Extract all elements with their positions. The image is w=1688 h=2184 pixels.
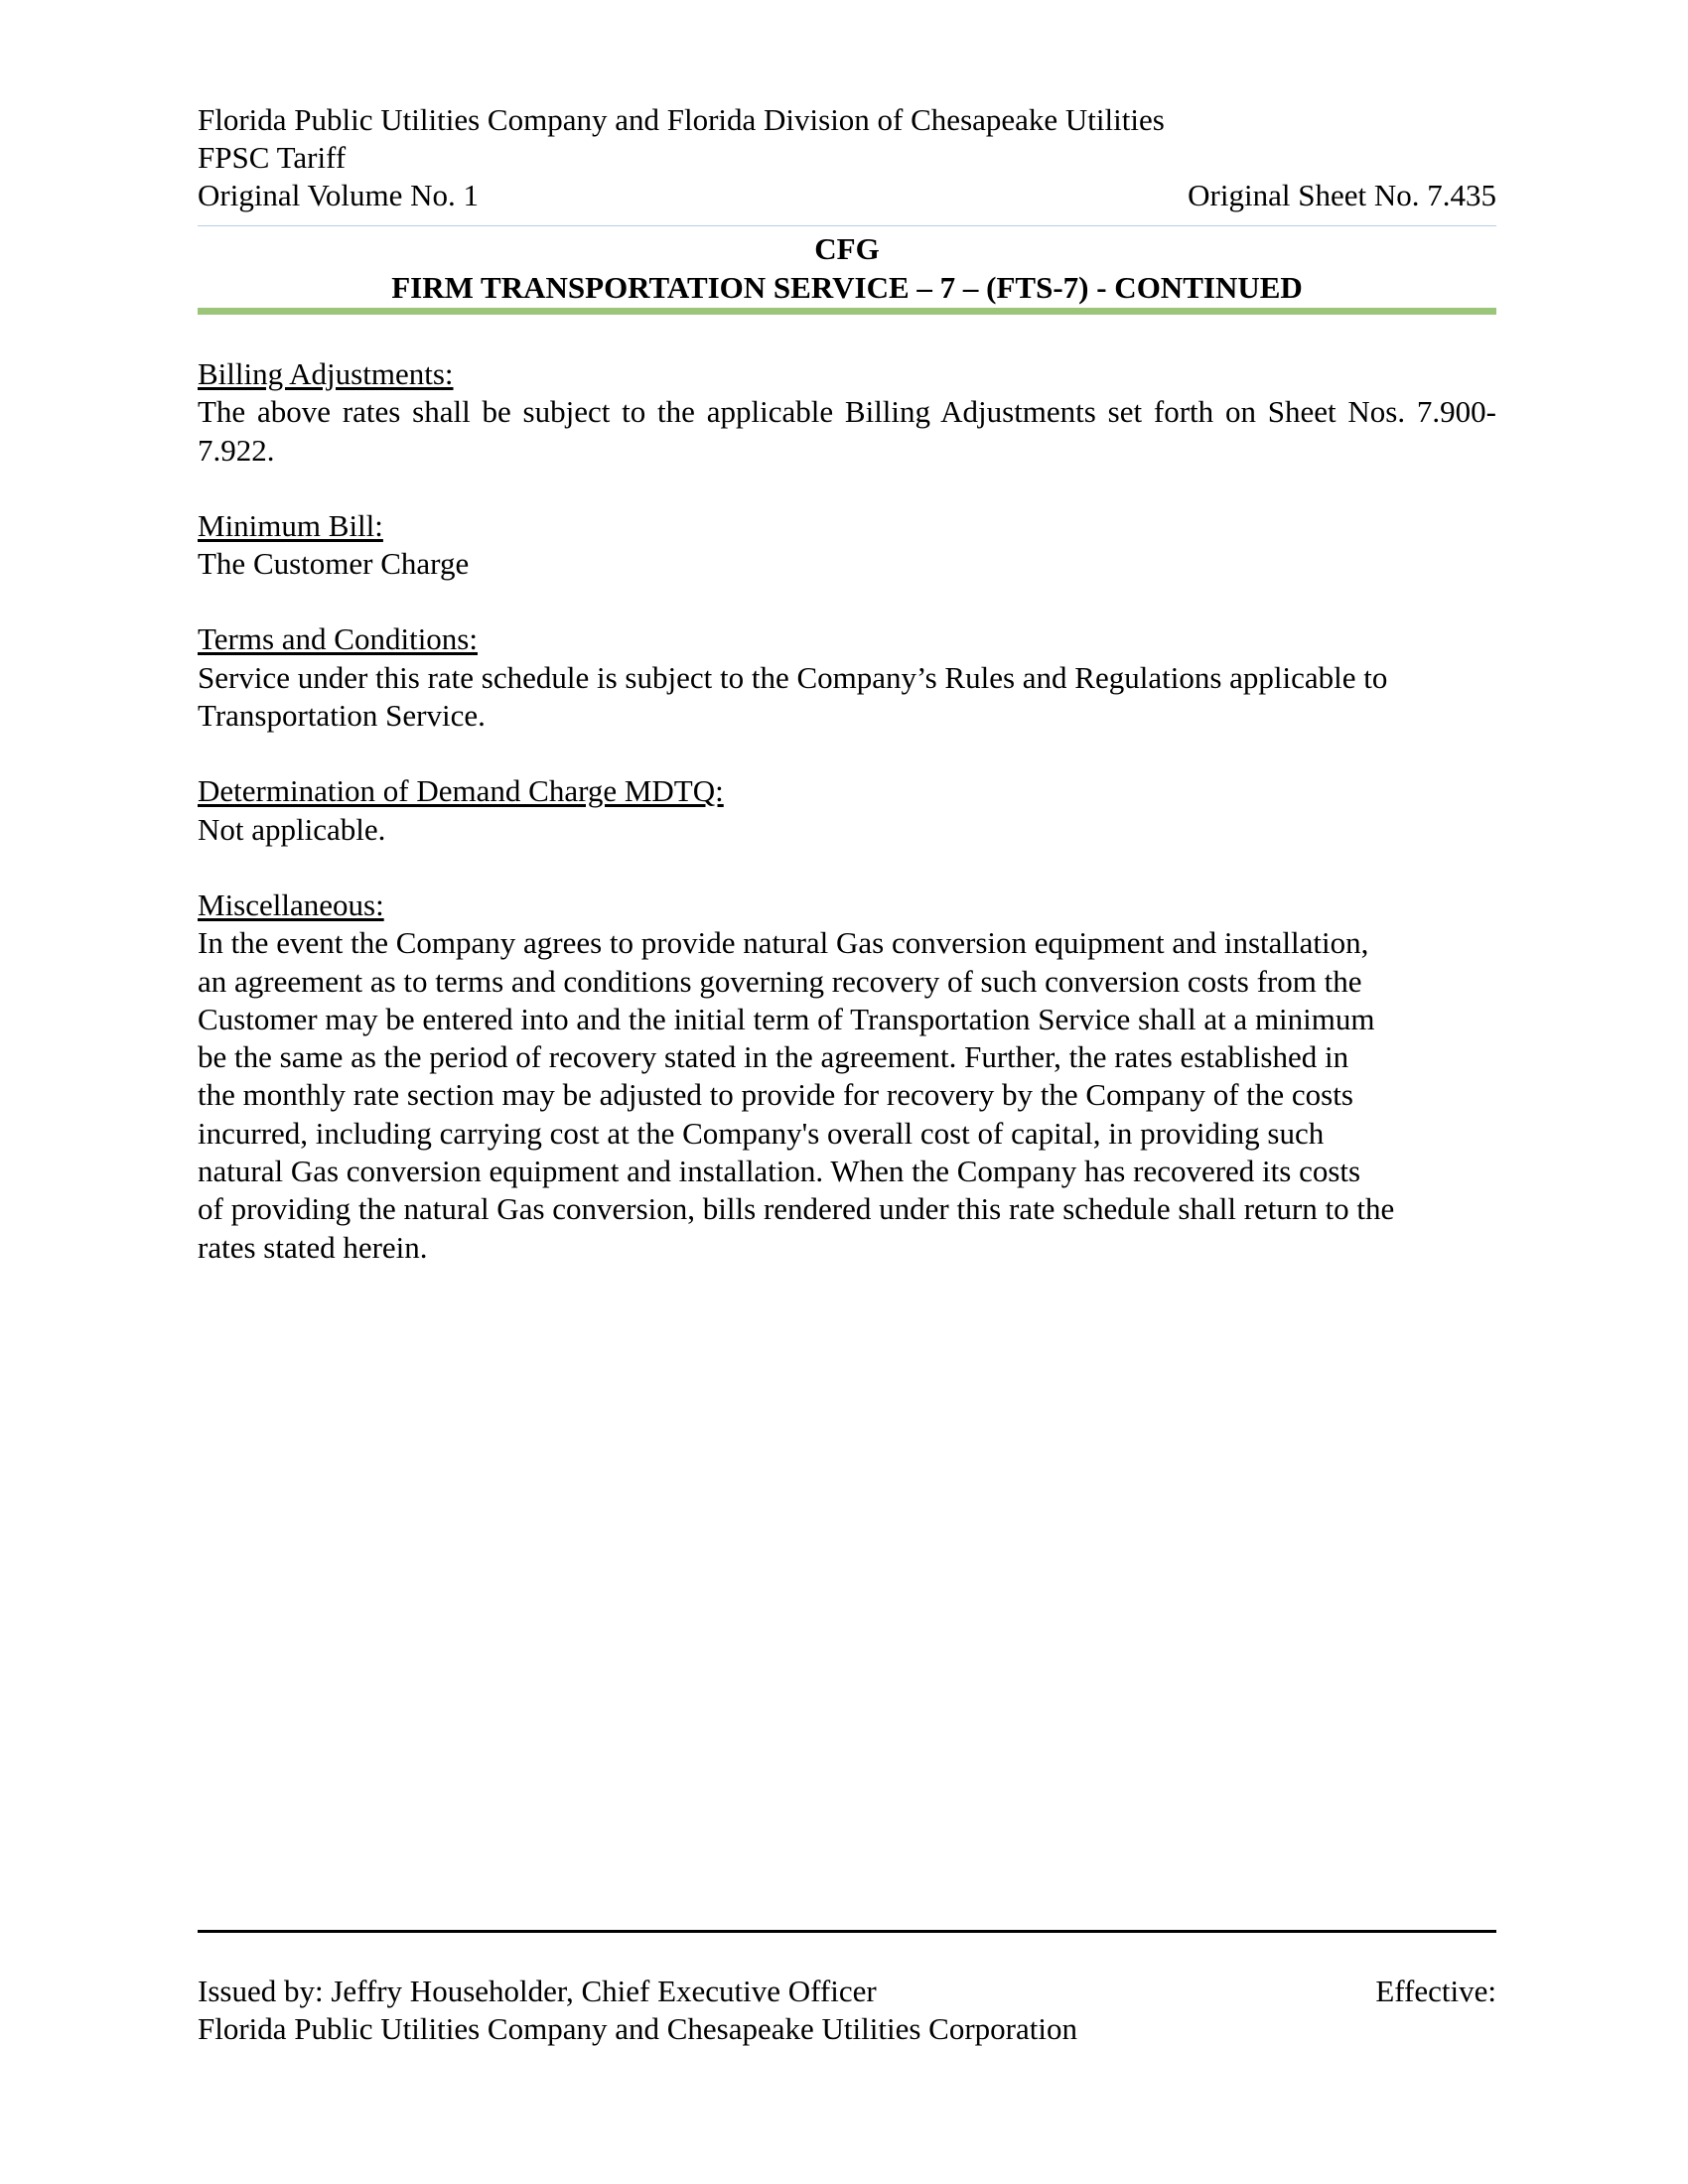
footer-effective: Effective: xyxy=(1375,1974,1496,2008)
section-billing-adjustments xyxy=(198,355,1496,470)
header-divider xyxy=(198,225,1496,226)
section-text: Service under this rate schedule is subject to the Company’s Rules and Regulations applicable to Transportation Service. xyxy=(198,659,1388,734)
section-terms-and-conditions xyxy=(198,620,1496,735)
paragraph-line: the monthly rate section may be adjusted to provide for recovery by the Company of the costs xyxy=(198,1077,1353,1113)
title-divider xyxy=(198,308,1496,315)
section-minimum-bill xyxy=(198,507,1496,584)
paragraph-line: of providing the natural Gas conversion, bills rendered under this rate schedule shall return to the xyxy=(198,1191,1395,1227)
paragraph-line: Customer may be entered into and the initial term of Transportation Service shall at a minimum xyxy=(198,1001,1375,1036)
header-sheet-number: Original Sheet No. 7.435 xyxy=(1188,178,1496,212)
section-heading: Miscellaneous: xyxy=(198,887,384,922)
section-heading: Determination of Demand Charge MDTQ: xyxy=(198,773,724,809)
header-company-text: Florida Public Utilities Company and Florida Division of Chesapeake Utilities xyxy=(198,102,1165,137)
page-body xyxy=(198,355,1496,1304)
header-line-volume-sheet xyxy=(198,177,1496,214)
section-miscellaneous xyxy=(198,887,1496,1267)
schedule-title-code: CFG xyxy=(814,231,880,266)
section-text xyxy=(198,924,1496,1267)
footer-line-company xyxy=(198,2010,1496,2048)
page-footer xyxy=(198,1973,1496,2048)
header-line-tariff xyxy=(198,139,1496,177)
paragraph-line: an agreement as to terms and conditions governing recovery of such conversion costs from the xyxy=(198,963,1362,999)
section-demand-charge xyxy=(198,772,1496,849)
section-text: Not applicable. xyxy=(198,811,386,847)
header-line-company xyxy=(198,101,1496,139)
section-text: The Customer Charge xyxy=(198,546,470,582)
header-volume-text: Original Volume No. 1 xyxy=(198,178,480,212)
footer-line-issued xyxy=(198,1973,1496,2010)
schedule-title xyxy=(198,229,1496,307)
footer-company: Florida Public Utilities Company and Chesapeake Utilities Corporation xyxy=(198,2011,1077,2046)
paragraph-line: rates stated herein. xyxy=(198,1229,428,1265)
footer-divider xyxy=(198,1930,1496,1933)
schedule-title-name: FIRM TRANSPORTATION SERVICE – 7 – (FTS-7) - CONTINUED xyxy=(391,270,1303,305)
tariff-page xyxy=(198,0,1496,2184)
section-heading: Minimum Bill: xyxy=(198,507,383,543)
paragraph-line: In the event the Company agrees to provide natural Gas conversion equipment and installation, xyxy=(198,925,1369,961)
section-text: The above rates shall be subject to the applicable Billing Adjustments set forth on Sheet Nos. 7.900-7.922. xyxy=(198,394,1496,468)
paragraph-line: natural Gas conversion equipment and installation. When the Company has recovered its costs xyxy=(198,1154,1361,1189)
page-header xyxy=(198,101,1496,214)
section-heading: Billing Adjustments: xyxy=(198,356,454,391)
paragraph-line: be the same as the period of recovery stated in the agreement. Further, the rates established in xyxy=(198,1039,1349,1075)
paragraph-line: incurred, including carrying cost at the Company's overall cost of capital, in providing such xyxy=(198,1115,1325,1151)
header-tariff-text: FPSC Tariff xyxy=(198,140,347,175)
section-heading: Terms and Conditions: xyxy=(198,621,478,657)
footer-issued-by: Issued by: Jeffry Householder, Chief Executive Officer xyxy=(198,1974,877,2008)
